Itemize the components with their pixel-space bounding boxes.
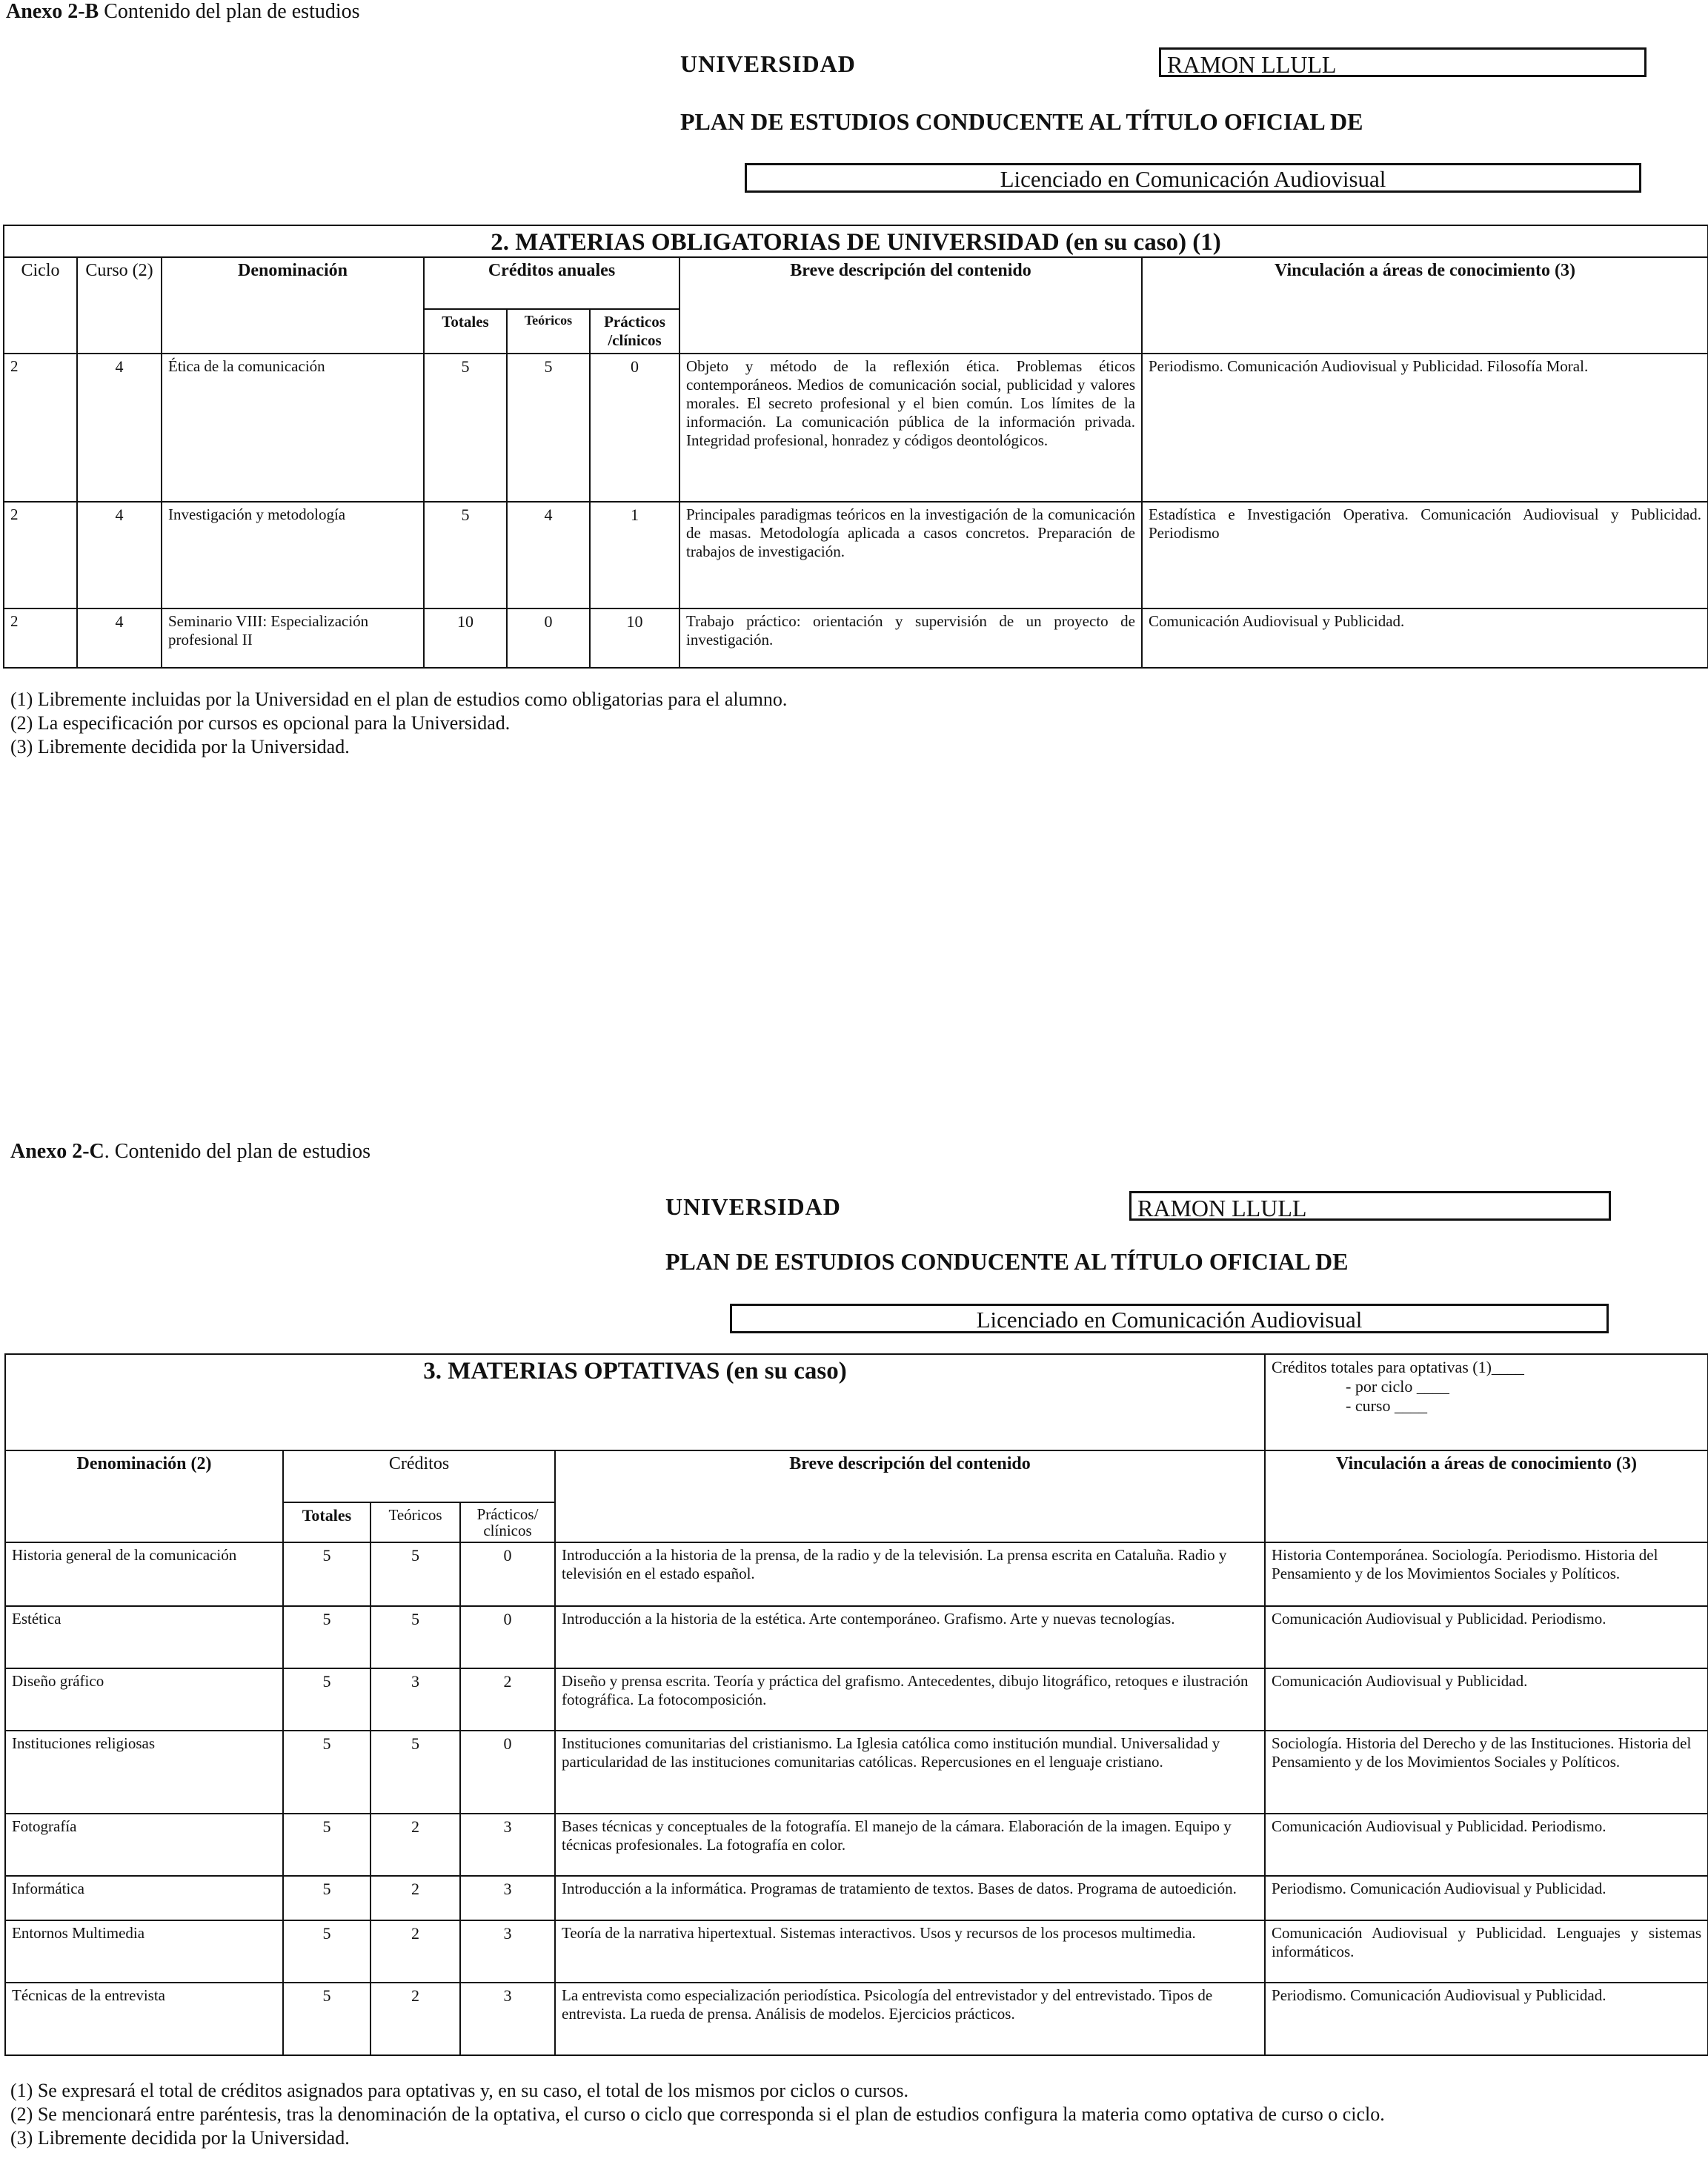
row-vinculacion: Comunicación Audiovisual y Publicidad. Lenguajes y sistemas informáticos.: [1265, 1920, 1708, 1983]
row-practicos: 1: [590, 502, 679, 608]
row-descripcion: Introducción a la informática. Programas de tratamiento de textos. Bases de datos. Programa de autoedición.: [555, 1876, 1265, 1920]
row-descripcion: Trabajo práctico: orientación y supervisión de un proyecto de investigación.: [679, 608, 1142, 668]
row-teoricos: 5: [370, 1542, 460, 1606]
table-row: [5, 1876, 1708, 1920]
row-teoricos: 2: [370, 1876, 460, 1920]
row-teoricos: 4: [507, 502, 590, 608]
row-totales: 10: [424, 608, 507, 668]
header-vinculacion: Vinculación a áreas de conocimiento (3): [1142, 257, 1708, 354]
annex-c-university-label: UNIVERSIDAD: [665, 1193, 841, 1220]
row-teoricos: 5: [507, 354, 590, 502]
row-teoricos: 5: [370, 1731, 460, 1814]
annex-b-title-rest: Contenido del plan de estudios: [99, 0, 360, 23]
header-totales: Totales: [424, 309, 507, 354]
row-totales: 5: [283, 1606, 370, 1668]
row-totales: 5: [283, 1668, 370, 1731]
row-curso: 4: [77, 502, 162, 608]
annex-b-table: [3, 225, 1708, 669]
row-descripcion: Principales paradigmas teóricos en la investigación de la comunicación de masas. Metodología aplicada a casos concretos. Preparación de trabajos de investigación.: [679, 502, 1142, 608]
row-vinculacion: Historia Contemporánea. Sociología. Periodismo. Historia del Pensamiento y de los Movimientos Sociales y Políticos.: [1265, 1542, 1708, 1606]
table-row: [5, 1814, 1708, 1876]
annex-b-section-title: 2. MATERIAS OBLIGATORIAS DE UNIVERSIDAD (en su caso) (1): [4, 225, 1708, 257]
row-teoricos: 0: [507, 608, 590, 668]
header-practicos: Prácticos/ clínicos: [460, 1502, 555, 1542]
row-practicos: 0: [460, 1731, 555, 1814]
table-row: [5, 1542, 1708, 1606]
credit-note-curso: - curso ____: [1346, 1396, 1427, 1415]
row-practicos: 3: [460, 1920, 555, 1983]
row-denominacion: Técnicas de la entrevista: [5, 1983, 283, 2055]
row-denominacion: Entornos Multimedia: [5, 1920, 283, 1983]
table-row: [5, 1983, 1708, 2055]
row-descripcion: Objeto y método de la reflexión ética. Problemas éticos contemporáneos. Medios de comunicación social, publicidad y valores morales. El secreto profesional y el bien común. Los límites de la información. La comunicación pública de la información privada. Integridad profesional, honradez y códigos deontológicos.: [679, 354, 1142, 502]
annex-b-university-value: RAMON LLULL: [1159, 47, 1646, 77]
row-ciclo: 2: [4, 502, 77, 608]
row-denominacion: Fotografía: [5, 1814, 283, 1876]
row-practicos: 0: [460, 1606, 555, 1668]
row-vinculacion: Periodismo. Comunicación Audiovisual y Publicidad. Filosofía Moral.: [1142, 354, 1708, 502]
annex-b-title-bold: Anexo 2-B: [6, 0, 99, 23]
header-ciclo: Ciclo: [4, 257, 77, 354]
annex-c-credit-note: [1265, 1354, 1708, 1450]
row-practicos: 2: [460, 1668, 555, 1731]
table-row: [5, 1606, 1708, 1668]
row-vinculacion: Comunicación Audiovisual y Publicidad.: [1265, 1668, 1708, 1731]
row-denominacion: Instituciones religiosas: [5, 1731, 283, 1814]
annex-c-degree: Licenciado en Comunicación Audiovisual: [730, 1304, 1609, 1333]
row-descripcion: Bases técnicas y conceptuales de la fotografía. El manejo de la cámara. Elaboración de la imagen. Equipo y técnicas profesionales. La fotografía en color.: [555, 1814, 1265, 1876]
credit-note-total: Créditos totales para optativas (1)____: [1272, 1358, 1524, 1376]
header-denominacion: Denominación (2): [5, 1450, 283, 1542]
footnote: (2) La especificación por cursos es opcional para la Universidad.: [10, 712, 511, 734]
footnote: (1) Se expresará el total de créditos asignados para optativas y, en su caso, el total de los mismos por ciclos o cursos.: [10, 2080, 909, 2101]
row-curso: 4: [77, 608, 162, 668]
row-descripcion: Introducción a la historia de la estética. Arte contemporáneo. Grafismo. Arte y nuevas tecnologías.: [555, 1606, 1265, 1668]
row-denominacion: Diseño gráfico: [5, 1668, 283, 1731]
table-row: [4, 502, 1708, 608]
row-practicos: 10: [590, 608, 679, 668]
row-vinculacion: Comunicación Audiovisual y Publicidad.: [1142, 608, 1708, 668]
header-vinculacion: Vinculación a áreas de conocimiento (3): [1265, 1450, 1708, 1542]
row-totales: 5: [424, 502, 507, 608]
footnote: (3) Libremente decidida por la Universidad.: [10, 2127, 350, 2149]
table-row: [4, 608, 1708, 668]
row-practicos: 3: [460, 1876, 555, 1920]
row-totales: 5: [283, 1876, 370, 1920]
footnote: (1) Libremente incluidas por la Universidad en el plan de estudios como obligatorias para el alumno.: [10, 689, 788, 710]
row-ciclo: 2: [4, 354, 77, 502]
header-denominacion: Denominación: [162, 257, 424, 354]
annex-c-table: [4, 1353, 1708, 2056]
header-creditos: Créditos: [283, 1450, 555, 1502]
table-row: [4, 354, 1708, 502]
annex-b-university-label: UNIVERSIDAD: [680, 50, 856, 77]
row-totales: 5: [283, 1542, 370, 1606]
row-vinculacion: Estadística e Investigación Operativa. Comunicación Audiovisual y Publicidad. Periodismo: [1142, 502, 1708, 608]
row-teoricos: 2: [370, 1983, 460, 2055]
header-teoricos: Teóricos: [507, 309, 590, 354]
header-creditos: Créditos anuales: [424, 257, 679, 309]
row-teoricos: 5: [370, 1606, 460, 1668]
row-descripcion: La entrevista como especialización periodística. Psicología del entrevistador y del entrevistado. Tipos de entrevista. La rueda de prensa. Análisis de modelos. Ejercicios prácticos.: [555, 1983, 1265, 2055]
annex-c-title-rest: . Contenido del plan de estudios: [104, 1140, 371, 1163]
row-denominacion: Investigación y metodología: [162, 502, 424, 608]
row-denominacion: Estética: [5, 1606, 283, 1668]
row-vinculacion: Periodismo. Comunicación Audiovisual y Publicidad.: [1265, 1876, 1708, 1920]
annex-c-plan-title: PLAN DE ESTUDIOS CONDUCENTE AL TÍTULO OFICIAL DE: [665, 1248, 1349, 1275]
footnote: (3) Libremente decidida por la Universidad.: [10, 736, 350, 757]
header-descripcion: Breve descripción del contenido: [555, 1450, 1265, 1542]
annex-c-university-value: RAMON LLULL: [1129, 1191, 1611, 1221]
row-denominacion: Ética de la comunicación: [162, 354, 424, 502]
annex-b-degree: Licenciado en Comunicación Audiovisual: [745, 163, 1641, 193]
row-vinculacion: Comunicación Audiovisual y Publicidad. Periodismo.: [1265, 1606, 1708, 1668]
annex-c-title-bold: Anexo 2-C: [10, 1140, 104, 1163]
row-descripcion: Introducción a la historia de la prensa, de la radio y de la televisión. La prensa escrita en Cataluña. Radio y televisión en el estado español.: [555, 1542, 1265, 1606]
row-practicos: 3: [460, 1814, 555, 1876]
row-denominacion: Historia general de la comunicación: [5, 1542, 283, 1606]
annex-c-title: [10, 1140, 370, 1164]
annex-b-title: [6, 0, 360, 24]
credit-note-ciclo: - por ciclo ____: [1346, 1377, 1449, 1396]
header-totales: Totales: [283, 1502, 370, 1542]
table-row: [5, 1920, 1708, 1983]
row-vinculacion: Periodismo. Comunicación Audiovisual y Publicidad.: [1265, 1983, 1708, 2055]
row-totales: 5: [283, 1983, 370, 2055]
table-row: [5, 1668, 1708, 1731]
header-teoricos: Teóricos: [370, 1502, 460, 1542]
row-descripcion: Instituciones comunitarias del cristianismo. La Iglesia católica como institución mundial. Universalidad y particularidad de las instituciones comunitarias católicas. Repercusiones en el lenguaje cristiano.: [555, 1731, 1265, 1814]
row-totales: 5: [283, 1731, 370, 1814]
row-ciclo: 2: [4, 608, 77, 668]
row-totales: 5: [283, 1814, 370, 1876]
table-row: [5, 1731, 1708, 1814]
row-teoricos: 2: [370, 1814, 460, 1876]
row-practicos: 0: [590, 354, 679, 502]
row-curso: 4: [77, 354, 162, 502]
row-totales: 5: [424, 354, 507, 502]
row-practicos: 3: [460, 1983, 555, 2055]
footnote: (2) Se mencionará entre paréntesis, tras la denominación de la optativa, el curso o ciclo que corresponda si el plan de estudios configura la materia como optativa de curso o ciclo.: [10, 2103, 1385, 2125]
row-totales: 5: [283, 1920, 370, 1983]
header-curso: Curso (2): [77, 257, 162, 354]
row-teoricos: 2: [370, 1920, 460, 1983]
row-vinculacion: Comunicación Audiovisual y Publicidad. Periodismo.: [1265, 1814, 1708, 1876]
row-denominacion: Seminario VIII: Especialización profesional II: [162, 608, 424, 668]
annex-b-footnotes: [10, 688, 1678, 759]
annex-c-footnotes: [10, 2079, 1692, 2150]
header-descripcion: Breve descripción del contenido: [679, 257, 1142, 354]
row-vinculacion: Sociología. Historia del Derecho y de las Instituciones. Historia del Pensamiento y de los Movimientos Sociales y Políticos.: [1265, 1731, 1708, 1814]
row-denominacion: Informática: [5, 1876, 283, 1920]
header-practicos: Prácticos /clínicos: [590, 309, 679, 354]
row-teoricos: 3: [370, 1668, 460, 1731]
annex-b-plan-title: PLAN DE ESTUDIOS CONDUCENTE AL TÍTULO OFICIAL DE: [680, 108, 1363, 135]
row-descripcion: Diseño y prensa escrita. Teoría y práctica del grafismo. Antecedentes, dibujo litográfico, retoques e ilustración fotográfica. La fotocomposición.: [555, 1668, 1265, 1731]
annex-c-section-title: 3. MATERIAS OPTATIVAS (en su caso): [5, 1354, 1265, 1450]
row-descripcion: Teoría de la narrativa hipertextual. Sistemas interactivos. Usos y recursos de los procesos multimedia.: [555, 1920, 1265, 1983]
row-practicos: 0: [460, 1542, 555, 1606]
